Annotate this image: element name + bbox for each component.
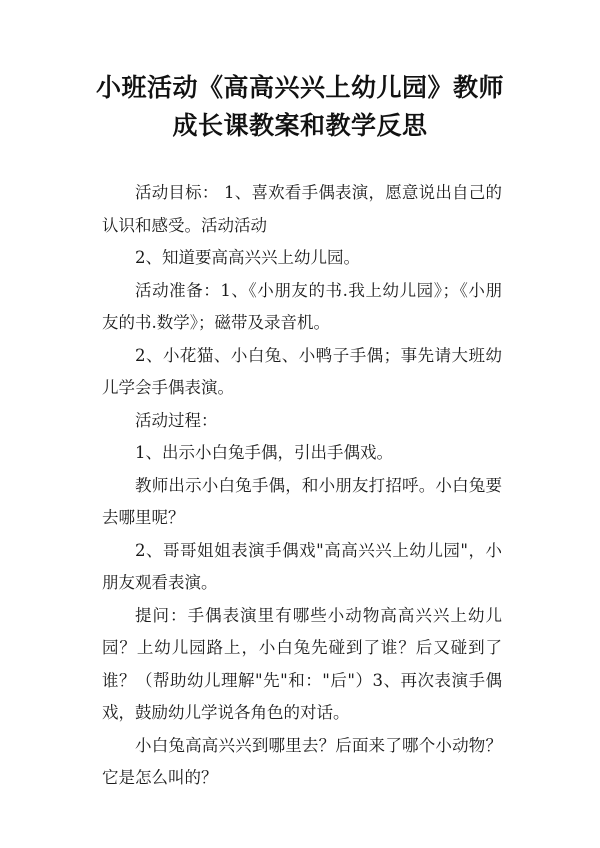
paragraph-activity-goal-1: 活动目标： 1、喜欢看手偶表演，愿意说出自己的认识和感受。活动活动: [102, 183, 502, 235]
paragraph-process-heading: 活动过程：: [135, 410, 218, 430]
paragraph-questions: 提问：手偶表演里有哪些小动物高高兴兴上幼儿园？上幼儿园路上，小白兔先碰到了谁？后又碰到了谁？（帮助幼儿理解"先"和："后"）3、再次表演手偶戏，鼓励幼儿学说各角色的对话。: [102, 605, 502, 722]
document-body: [102, 177, 502, 795]
paragraph-preparation-2: 2、小花猫、小白兔、小鸭子手偶；事先请大班幼儿学会手偶表演。: [102, 345, 502, 397]
paragraph-teacher-greeting: 教师出示小白兔手偶，和小朋友打招呼。小白兔要去哪里呢？: [102, 475, 502, 527]
paragraph-process-step-1: 1、出示小白兔手偶，引出手偶戏。: [135, 443, 393, 462]
paragraph-process-step-2: 2、哥哥姐姐表演手偶戏"高高兴兴上幼儿园"，小朋友观看表演。: [102, 540, 502, 592]
document-title-line-2: 成长课教案和教学反思: [172, 111, 428, 140]
document-title-line-1: 小班活动《高高兴兴上幼儿园》教师: [95, 73, 504, 102]
paragraph-activity-goal-2: 2、知道要高高兴兴上幼儿园。: [135, 248, 360, 267]
paragraph-follow-up-questions: 小白兔高高兴兴到哪里去？后面来了哪个小动物？它是怎么叫的？: [102, 735, 502, 787]
paragraph-preparation-1: 活动准备：1、《小朋友的书.我上幼儿园》；《小朋友的书.数学》；磁带及录音机。: [102, 280, 502, 332]
